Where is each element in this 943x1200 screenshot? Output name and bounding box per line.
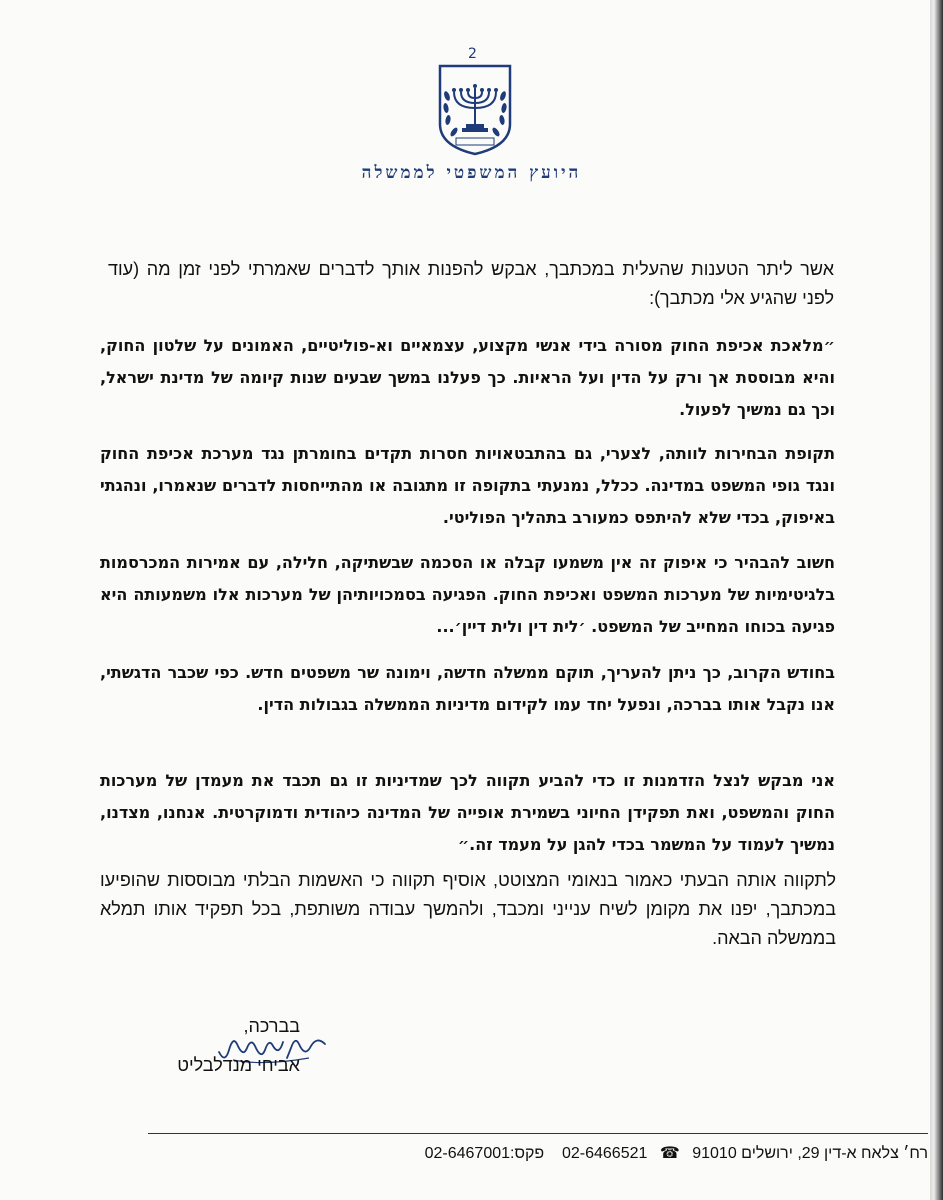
telephone-icon: ☎: [659, 1145, 680, 1162]
page-edge-shadow: [930, 0, 943, 1200]
quote-paragraph-3: חשוב להבהיר כי איפוק זה אין משמעו קבלה או הסכמה שבשתיקה, חלילה, עם אמירות המכרסמות בלגיטימיות של מערכות המשפט ואכיפת החוק. הפגיעה בסמכויותיהן של מערכות אלו משמעותה היא פגיעה בכוחו המחייב של המשפט. ׳לית דין ולית דיין׳...: [100, 553, 835, 636]
closing-greeting: בברכה,: [243, 1016, 300, 1036]
quote-paragraph-4: בחודש הקרוב, כך ניתן להעריך, תוקם ממשלה חדשה, וימונה שר משפטים חדש. כפי שכבר הדגשתי, אנו נקבל אותו בברכה, ונפעל יחד עמו לקידום מדיניות הממשלה בגבולות הדין.: [100, 663, 835, 714]
footer-divider: [148, 1133, 928, 1134]
quote-paragraph-1: ״מלאכת אכיפת החוק מסורה בידי אנשי מקצוע, עצמאיים וא-פוליטיים, האמונים על שלטון החוק, והיא מבוססת אך ורק על הדין ועל הראיות. כך פעלנו במשך שבעים שנות קיומה של מדינת ישראל, וכך גם נמשיך לפעול.: [100, 336, 835, 419]
page-number: 2: [468, 46, 477, 62]
signer-name: אביחי מנדלבליט: [177, 1055, 300, 1075]
footer-address: רח׳ צלאח א-דין 29, ירושלים 91010: [692, 1145, 928, 1162]
state-emblem-icon: [436, 62, 514, 156]
closing-paragraph: לתקווה אותה הבעתי כאמור בנאומי המצוטט, אוסיף תקווה כי האשמות הבלתי מבוססות שהופיעו במכתבך, יפנו את מקומן לשיח ענייני ומכבד, ולהמשך עבודה משותפת, בכל תפקיד אותו תמלא בממשלה הבאה.: [100, 870, 836, 948]
quote-paragraph-5: אני מבקש לנצל הזדמנות זו כדי להביע תקווה לכך שמדיניות זו גם תכבד את מעמדן של מערכות החוק והמשפט, ואת תפקידן החיוני בשמירת אופייה של המדינה כיהודית ודמוקרטית. אנחנו, מצדנו, נמשיך לעמוד על המשמר בכדי להגן על מעמד זה.״: [100, 771, 835, 854]
footer-phone: 02-6466521: [561, 1145, 648, 1162]
footer-contact: [148, 1143, 928, 1163]
intro-paragraph: אשר ליתר הטענות שהעלית במכתבך, אבקש להפנות אותך לדברים שאמרתי לפני זמן מה (עוד לפני שהגיע אלי מכתבך):: [108, 259, 834, 308]
footer-fax: פקס:02-6467001: [424, 1145, 545, 1162]
quote-paragraph-2: תקופת הבחירות לוותה, לצערי, גם בהתבטאויות חסרות תקדים בחומרתן נגד מערכת אכיפת החוק ונגד גופי המשפט במדינה. ככלל, נמנעתי בתקופה זו מתגובה או מהתייחסות לדברים שנאמרו, ונהגתי באיפוק, בכדי שלא להיתפס כמעורב בתהליך הפוליטי.: [100, 444, 835, 527]
office-title: היועץ המשפטי לממשלה: [361, 163, 582, 183]
